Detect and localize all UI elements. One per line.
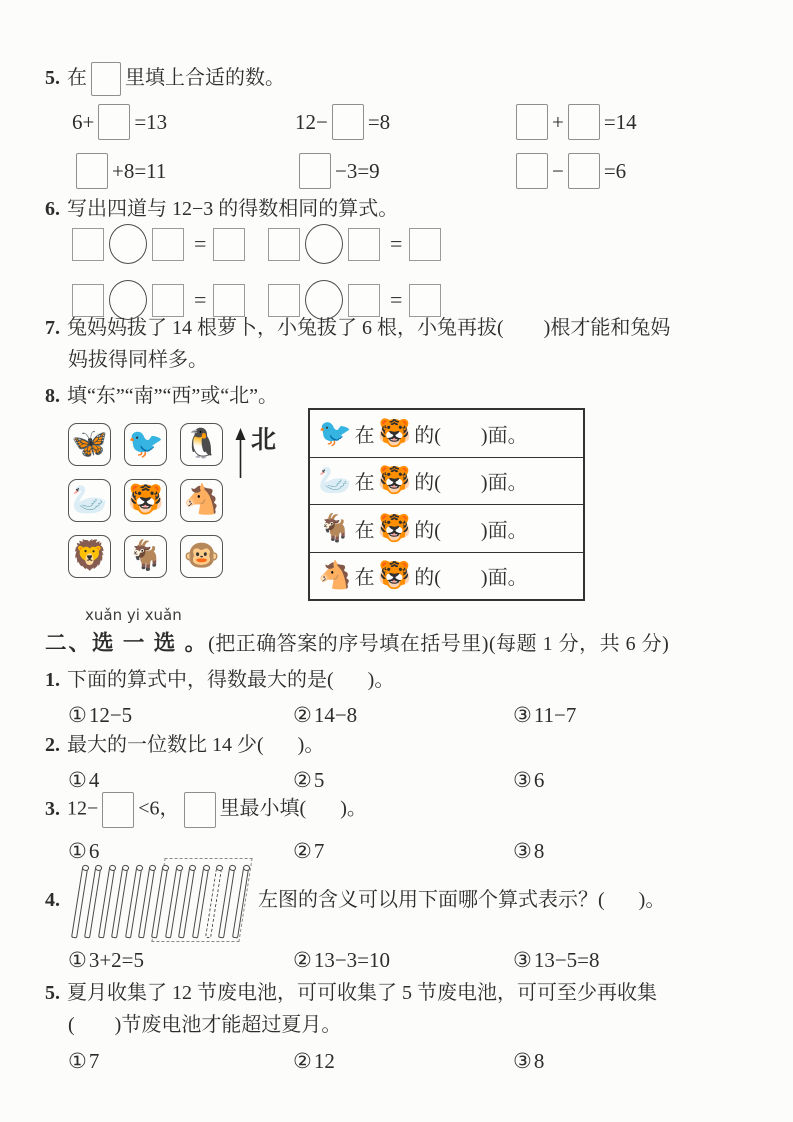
equation xyxy=(72,151,295,191)
sentence-text: 的( xyxy=(414,472,441,495)
option-text: 12 xyxy=(313,1049,335,1073)
question-number: 5. xyxy=(45,982,60,1004)
option-1[interactable] xyxy=(68,1044,293,1078)
option-text: 12−5 xyxy=(88,703,133,727)
sentence-text: 的( xyxy=(414,519,441,542)
choice-question-5 xyxy=(45,977,657,1041)
question-text: 在 xyxy=(67,67,87,89)
grid-cell xyxy=(180,479,223,522)
option-text: 4 xyxy=(88,768,100,792)
grid-cell xyxy=(124,479,167,522)
question-text: 写出四道与 12−3 的得数相同的算式。 xyxy=(67,198,399,220)
section-note: (把正确答案的序号填在括号里)(每题 1 分，共 6 分) xyxy=(208,633,670,655)
question-text: 妈拔得同样多。 xyxy=(68,349,208,371)
equation xyxy=(512,102,637,142)
answer-box[interactable] xyxy=(152,228,184,261)
option-3[interactable] xyxy=(513,943,600,977)
sentence-row xyxy=(310,410,583,457)
operator-circle[interactable] xyxy=(109,224,147,264)
question-text: 填“东”“南”“西”或“北”。 xyxy=(67,385,279,407)
option-number: ② xyxy=(293,1049,312,1073)
option-text: 3+2=5 xyxy=(88,948,145,972)
question-number: 4. xyxy=(45,889,60,911)
option-number: ② xyxy=(293,839,312,863)
options-row xyxy=(68,943,600,977)
sentence-text: 在 xyxy=(354,519,375,542)
option-3[interactable] xyxy=(513,763,544,797)
option-text: 7 xyxy=(313,839,325,863)
answer-box[interactable] xyxy=(213,228,245,261)
question-number: 7. xyxy=(45,317,60,339)
tiger-icon: 🐯 xyxy=(377,512,412,543)
option-text: 6 xyxy=(88,839,100,863)
sentence-row xyxy=(310,552,583,600)
sentence-text: )面。 xyxy=(480,519,528,542)
question-text: 里填上合适的数。 xyxy=(125,67,285,89)
equation-text: −3=9 xyxy=(335,158,380,183)
option-number: ② xyxy=(293,768,312,792)
horse-icon: 🐴 xyxy=(318,560,352,591)
option-number: ③ xyxy=(513,768,532,792)
answer-box[interactable] xyxy=(102,792,134,828)
option-text: 8 xyxy=(533,839,545,863)
choice-question-2 xyxy=(45,729,324,761)
option-number: ③ xyxy=(513,948,532,972)
question-text: )。 xyxy=(340,797,367,820)
equation-text: 6+ xyxy=(72,109,95,134)
option-number: ② xyxy=(293,948,312,972)
operator-circle[interactable] xyxy=(305,224,343,264)
option-1[interactable] xyxy=(68,698,293,732)
monkey-icon: 🐵 xyxy=(183,540,220,572)
swan-icon: 🦢 xyxy=(318,465,352,496)
choice-question-4 xyxy=(258,884,665,916)
equation-text: + xyxy=(552,109,564,134)
question-text: <6， xyxy=(138,797,180,820)
answer-box[interactable] xyxy=(91,62,121,96)
q5-equation-grid xyxy=(72,102,637,191)
answer-box[interactable] xyxy=(72,228,104,261)
equation-text: − xyxy=(552,158,564,183)
choice-question-1 xyxy=(45,664,394,696)
option-number: ② xyxy=(293,703,312,727)
sentence-text: 在 xyxy=(354,472,375,495)
choice-question-3 xyxy=(45,792,367,828)
grid-cell xyxy=(124,535,167,578)
equals-sign: = xyxy=(390,287,403,312)
answer-box[interactable] xyxy=(568,153,600,189)
question-text: )。 xyxy=(297,734,325,756)
option-2[interactable] xyxy=(293,1044,513,1078)
answer-box[interactable] xyxy=(98,104,130,140)
answer-box[interactable] xyxy=(409,228,441,261)
option-number: ① xyxy=(68,768,87,792)
horse-icon: 🐴 xyxy=(183,484,220,516)
bird-icon: 🐦 xyxy=(127,428,164,460)
grid-cell xyxy=(180,423,223,466)
penguin-icon: 🐧 xyxy=(183,428,220,460)
answer-box[interactable] xyxy=(184,792,216,828)
answer-box[interactable] xyxy=(348,228,380,261)
option-number: ① xyxy=(68,948,87,972)
option-text: 11−7 xyxy=(533,703,577,727)
option-text: 7 xyxy=(88,1049,100,1073)
answer-box[interactable] xyxy=(76,153,108,189)
tiger-icon: 🐯 xyxy=(377,417,412,448)
answer-box[interactable] xyxy=(568,104,600,140)
north-arrow-icon xyxy=(234,428,247,480)
sticks-figure xyxy=(66,858,261,942)
tiger-icon: 🐯 xyxy=(377,465,412,496)
grid-cell xyxy=(68,423,111,466)
tiger-icon: 🐯 xyxy=(127,484,164,516)
grid-cell xyxy=(68,479,111,522)
option-text: 13−5=8 xyxy=(533,948,600,972)
equals-sign: = xyxy=(194,287,207,312)
option-1[interactable] xyxy=(68,943,293,977)
sentence-text: 在 xyxy=(354,424,375,447)
question-6-title xyxy=(45,193,398,225)
option-text: 8 xyxy=(533,1049,545,1073)
question-text: 最大的一位数比 14 少( xyxy=(67,734,264,756)
options-row xyxy=(68,698,576,732)
options-row xyxy=(68,1044,544,1078)
north-label: 北 xyxy=(251,427,277,454)
question-8-title xyxy=(45,380,278,412)
q8-sentences-panel xyxy=(308,408,585,601)
option-3[interactable] xyxy=(513,1044,544,1078)
option-number: ① xyxy=(68,703,87,727)
sentence-text: )面。 xyxy=(480,472,528,495)
equation-text: =6 xyxy=(603,158,627,183)
question-text: )。 xyxy=(367,669,395,691)
option-number: ① xyxy=(68,1049,87,1073)
option-2[interactable] xyxy=(293,943,513,977)
question-number-4 xyxy=(45,884,67,916)
equals-sign: = xyxy=(390,231,403,256)
answer-box[interactable] xyxy=(516,153,548,189)
option-2[interactable] xyxy=(293,834,513,868)
question-text: 12− xyxy=(67,797,99,820)
option-text: 14−8 xyxy=(313,703,358,727)
animal-map-grid xyxy=(68,423,223,578)
option-number: ③ xyxy=(513,703,532,727)
answer-template xyxy=(72,222,268,266)
option-text: 5 xyxy=(313,768,325,792)
question-text: )节废电池才能超过夏月。 xyxy=(114,1014,342,1036)
option-number: ① xyxy=(68,839,87,863)
swan-icon: 🦢 xyxy=(71,484,108,516)
goat-icon: 🐐 xyxy=(318,512,352,543)
section-title: 二、选 一 选 。 xyxy=(45,631,209,655)
equation-text: 12− xyxy=(295,109,328,134)
question-number: 8. xyxy=(45,385,60,407)
question-text: )根才能和兔妈 xyxy=(543,317,671,339)
equals-sign: = xyxy=(194,231,207,256)
sentence-row xyxy=(310,504,583,552)
question-text: 下面的算式中，得数最大的是( xyxy=(67,669,334,691)
equation-text: =14 xyxy=(603,109,637,134)
equation xyxy=(512,151,637,191)
grid-cell xyxy=(180,535,223,578)
question-number: 3. xyxy=(45,797,60,820)
sentence-row xyxy=(310,457,583,505)
equation-text: +8=11 xyxy=(112,158,167,183)
option-3[interactable] xyxy=(513,698,576,732)
sentence-text: )面。 xyxy=(480,567,528,590)
sentence-text: 在 xyxy=(354,567,375,590)
option-number: ③ xyxy=(513,1049,532,1073)
butterfly-icon: 🦋 xyxy=(71,428,108,460)
option-3[interactable] xyxy=(513,834,544,868)
question-number: 5. xyxy=(45,67,60,89)
answer-box[interactable] xyxy=(516,104,548,140)
question-number: 6. xyxy=(45,198,60,220)
option-2[interactable] xyxy=(293,698,513,732)
section-2-header xyxy=(45,627,669,660)
option-number: ③ xyxy=(513,839,532,863)
question-text: 夏月收集了 12 节废电池，可可收集了 5 节废电池，可可至少再收集 xyxy=(67,982,657,1004)
q6-answer-grid xyxy=(72,222,441,322)
grid-cell xyxy=(124,423,167,466)
sentence-text: )面。 xyxy=(480,424,528,447)
north-indicator xyxy=(234,428,276,480)
answer-template xyxy=(268,222,441,266)
option-text: 13−3=10 xyxy=(313,948,391,972)
equation-text: =13 xyxy=(134,109,168,134)
question-7 xyxy=(45,312,670,376)
question-text: )。 xyxy=(638,889,666,911)
section-pinyin: xuǎn yi xuǎn xyxy=(85,606,182,624)
answer-box[interactable] xyxy=(332,104,364,140)
equation xyxy=(295,102,512,142)
tiger-icon: 🐯 xyxy=(377,560,412,591)
question-text: 里最小填( xyxy=(219,797,307,820)
equation-text: =8 xyxy=(367,109,391,134)
goat-icon: 🐐 xyxy=(127,540,164,572)
question-number: 1. xyxy=(45,669,60,691)
answer-box[interactable] xyxy=(268,228,300,261)
sentence-text: 的( xyxy=(414,567,441,590)
question-text: 左图的含义可以用下面哪个算式表示？( xyxy=(258,889,605,911)
lion-icon: 🦁 xyxy=(71,540,108,572)
answer-box[interactable] xyxy=(299,153,331,189)
option-text: 6 xyxy=(533,768,545,792)
equation xyxy=(72,102,295,142)
bird-icon: 🐦 xyxy=(318,417,352,448)
question-text: ( xyxy=(68,1014,75,1036)
grid-cell xyxy=(68,535,111,578)
question-text: 兔妈妈拔了 14 根萝卜，小兔拔了 6 根，小兔再拔( xyxy=(67,317,504,339)
equation xyxy=(295,151,512,191)
question-5-title xyxy=(45,62,285,96)
question-number: 2. xyxy=(45,734,60,756)
sentence-text: 的( xyxy=(414,424,441,447)
